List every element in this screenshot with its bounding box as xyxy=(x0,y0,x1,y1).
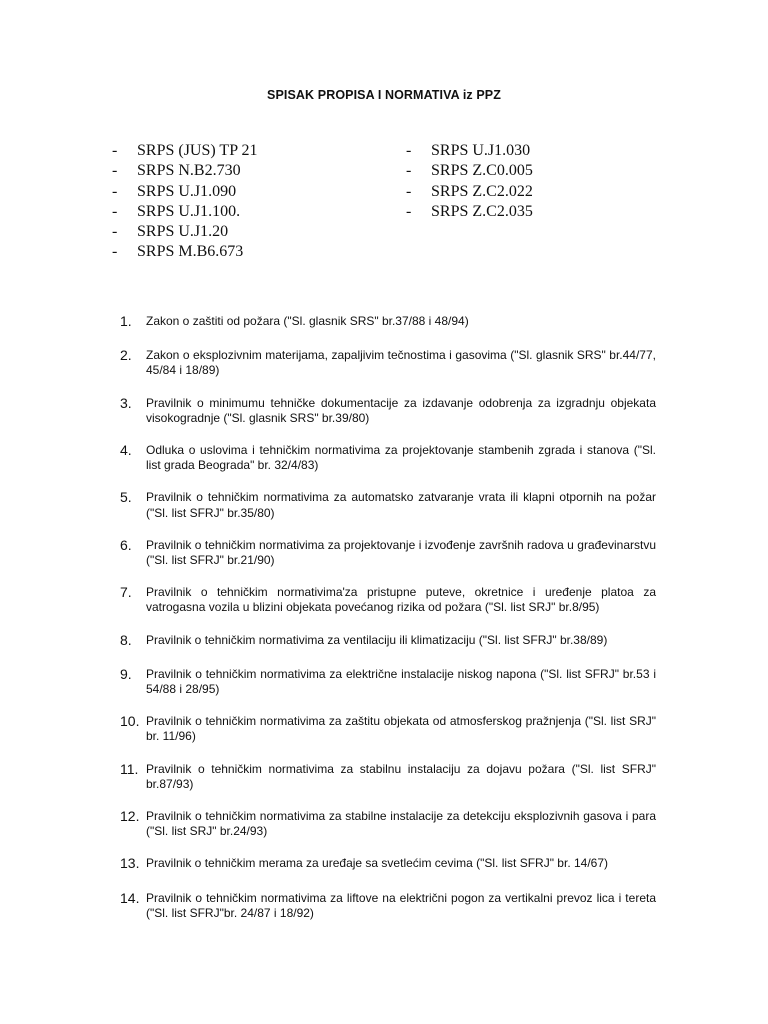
list-item-text: Pravilnik o tehničkim normativima za automatsko zatvaranje vrata ili klapni otpornih na požar ("Sl. list SFRJ" br.35/80) xyxy=(146,490,656,520)
standard-label: SRPS U.J1.030 xyxy=(431,142,531,159)
list-dash: - xyxy=(112,243,118,261)
list-item-text: Pravilnik o tehničkim normativima za električne instalacije niskog napona ("Sl. list SFRJ" br.53 i 54/88 i 28/95) xyxy=(146,666,656,697)
list-item-text: Pravilnik o tehničkim normativima za liftove na električni pogon za vertikalni prevoz lica i tereta ("Sl. list SFRJ"br. 24/87 i 18/92) xyxy=(146,890,656,920)
standard-label: SRPS Z.C0.005 xyxy=(431,162,533,180)
list-item xyxy=(120,490,656,520)
standard-item xyxy=(112,202,258,222)
standard-label: SRPS Z.C2.035 xyxy=(431,202,533,220)
list-item-number: 4. xyxy=(120,442,132,459)
list-item-text: Pravilnik o tehničkim merama za uređaje sa svetlećim cevima ("Sl. list SFRJ" br. 14/67) xyxy=(146,856,609,871)
page-title: SPISAK PROPISA I NORMATIVA iz PPZ xyxy=(267,88,501,102)
list-item xyxy=(120,348,656,378)
list-item xyxy=(120,891,656,921)
list-item-text: Zakon o zaštiti od požara ("Sl. glasnik SRS" br.37/88 i 48/94) xyxy=(146,314,469,328)
list-dash: - xyxy=(112,142,118,159)
list-item xyxy=(120,856,656,871)
standards-list-left xyxy=(112,141,258,263)
list-item-number: 9. xyxy=(120,665,132,682)
list-dash: - xyxy=(406,202,412,220)
list-dash: - xyxy=(406,182,412,200)
list-item xyxy=(120,538,656,568)
list-dash: - xyxy=(112,162,118,180)
list-dash: - xyxy=(112,223,118,241)
list-item-number: 12. xyxy=(120,808,140,825)
list-item-number: 11. xyxy=(120,760,139,777)
list-item xyxy=(120,809,656,839)
list-item xyxy=(120,633,656,648)
standard-item xyxy=(406,202,533,222)
standard-label: SRPS M.B6.673 xyxy=(137,243,244,261)
list-dash: - xyxy=(112,202,118,220)
list-item xyxy=(120,667,656,697)
list-item-number: 1. xyxy=(120,313,132,329)
standard-item xyxy=(406,161,533,181)
list-dash: - xyxy=(406,142,412,159)
list-item-number: 13. xyxy=(120,855,140,872)
standard-label: SRPS U.J1.100. xyxy=(137,202,241,220)
list-item xyxy=(120,714,656,744)
standard-label: SRPS N.B2.730 xyxy=(137,162,241,180)
list-item-text: Pravilnik o tehničkim normativima za projektovanje i izvođenje završnih radova u građevinarstvu ("Sl. list SFRJ" br.21/90) xyxy=(146,537,656,568)
list-item-number: 8. xyxy=(120,631,132,648)
list-item-text: Pravilnik o tehničkim normativima'za pristupne puteve, okretnice i uređenje platoa za vatrogasna vozila u blizini objekata povećanog rizika od požara ("Sl. list SRJ" br.8/95) xyxy=(146,585,656,615)
list-item-text: Pravilnik o tehničkim normativima za stabilne instalacije za detekciju eksplozivnih gasova i para ("Sl. list SRJ" br.24/93) xyxy=(146,809,656,839)
list-item xyxy=(120,762,656,792)
standard-label: SRPS U.J1.090 xyxy=(137,182,237,200)
standard-item xyxy=(112,182,258,202)
standard-label: SRPS U.J1.20 xyxy=(137,223,229,241)
list-item-text: Pravilnik o minimumu tehničke dokumentacije za izdavanje odobrenja za izgradnju objekata visokogradnje ("Sl. glasnik SRS" br.39/80) xyxy=(146,395,656,425)
standard-item xyxy=(112,242,258,262)
list-dash: - xyxy=(112,182,118,200)
standard-item xyxy=(112,161,258,181)
list-item-text: Pravilnik o tehničkim normativima za zaštitu objekata od atmosferskog pražnjenja ("Sl. list SRJ" br. 11/96) xyxy=(146,714,656,744)
list-item xyxy=(120,443,656,473)
list-item xyxy=(120,314,656,329)
list-item-text: Zakon o eksplozivnim materijama, zapaljivim tečnostima i gasovima ("Sl. glasnik SRS" br.44/77, 45/84 i 18/89) xyxy=(146,348,656,378)
list-item-text: Odluka o uslovima i tehničkim normativima za projektovanje stambenih zgrada i stanova ("Sl. list grada Beograda" br. 32/4/83) xyxy=(146,443,656,473)
list-item-number: 10. xyxy=(120,713,140,730)
list-item-number: 3. xyxy=(120,394,132,411)
list-item-number: 6. xyxy=(120,536,132,553)
standards-list-right xyxy=(406,141,533,222)
list-item-number: 7. xyxy=(120,584,132,601)
regulations-list xyxy=(120,314,656,921)
standard-item xyxy=(406,182,533,202)
list-item-number: 2. xyxy=(120,347,132,364)
standard-item xyxy=(406,141,533,161)
standard-label: SRPS Z.C2.022 xyxy=(431,182,533,200)
standard-item xyxy=(112,141,258,161)
list-item xyxy=(120,396,656,426)
list-item xyxy=(120,585,656,615)
list-item-number: 14. xyxy=(120,889,140,906)
list-item-text: Pravilnik o tehničkim normativima za ventilaciju ili klimatizaciju ("Sl. list SFRJ" br.38/89) xyxy=(146,632,608,647)
list-item-text: Pravilnik o tehničkim normativima za stabilnu instalaciju za dojavu požara ("Sl. list SFRJ" br.87/93) xyxy=(146,761,656,791)
standard-label: SRPS (JUS) TP 21 xyxy=(137,142,258,159)
list-item-number: 5. xyxy=(120,489,132,506)
standard-item xyxy=(112,222,258,242)
list-dash: - xyxy=(406,162,412,180)
